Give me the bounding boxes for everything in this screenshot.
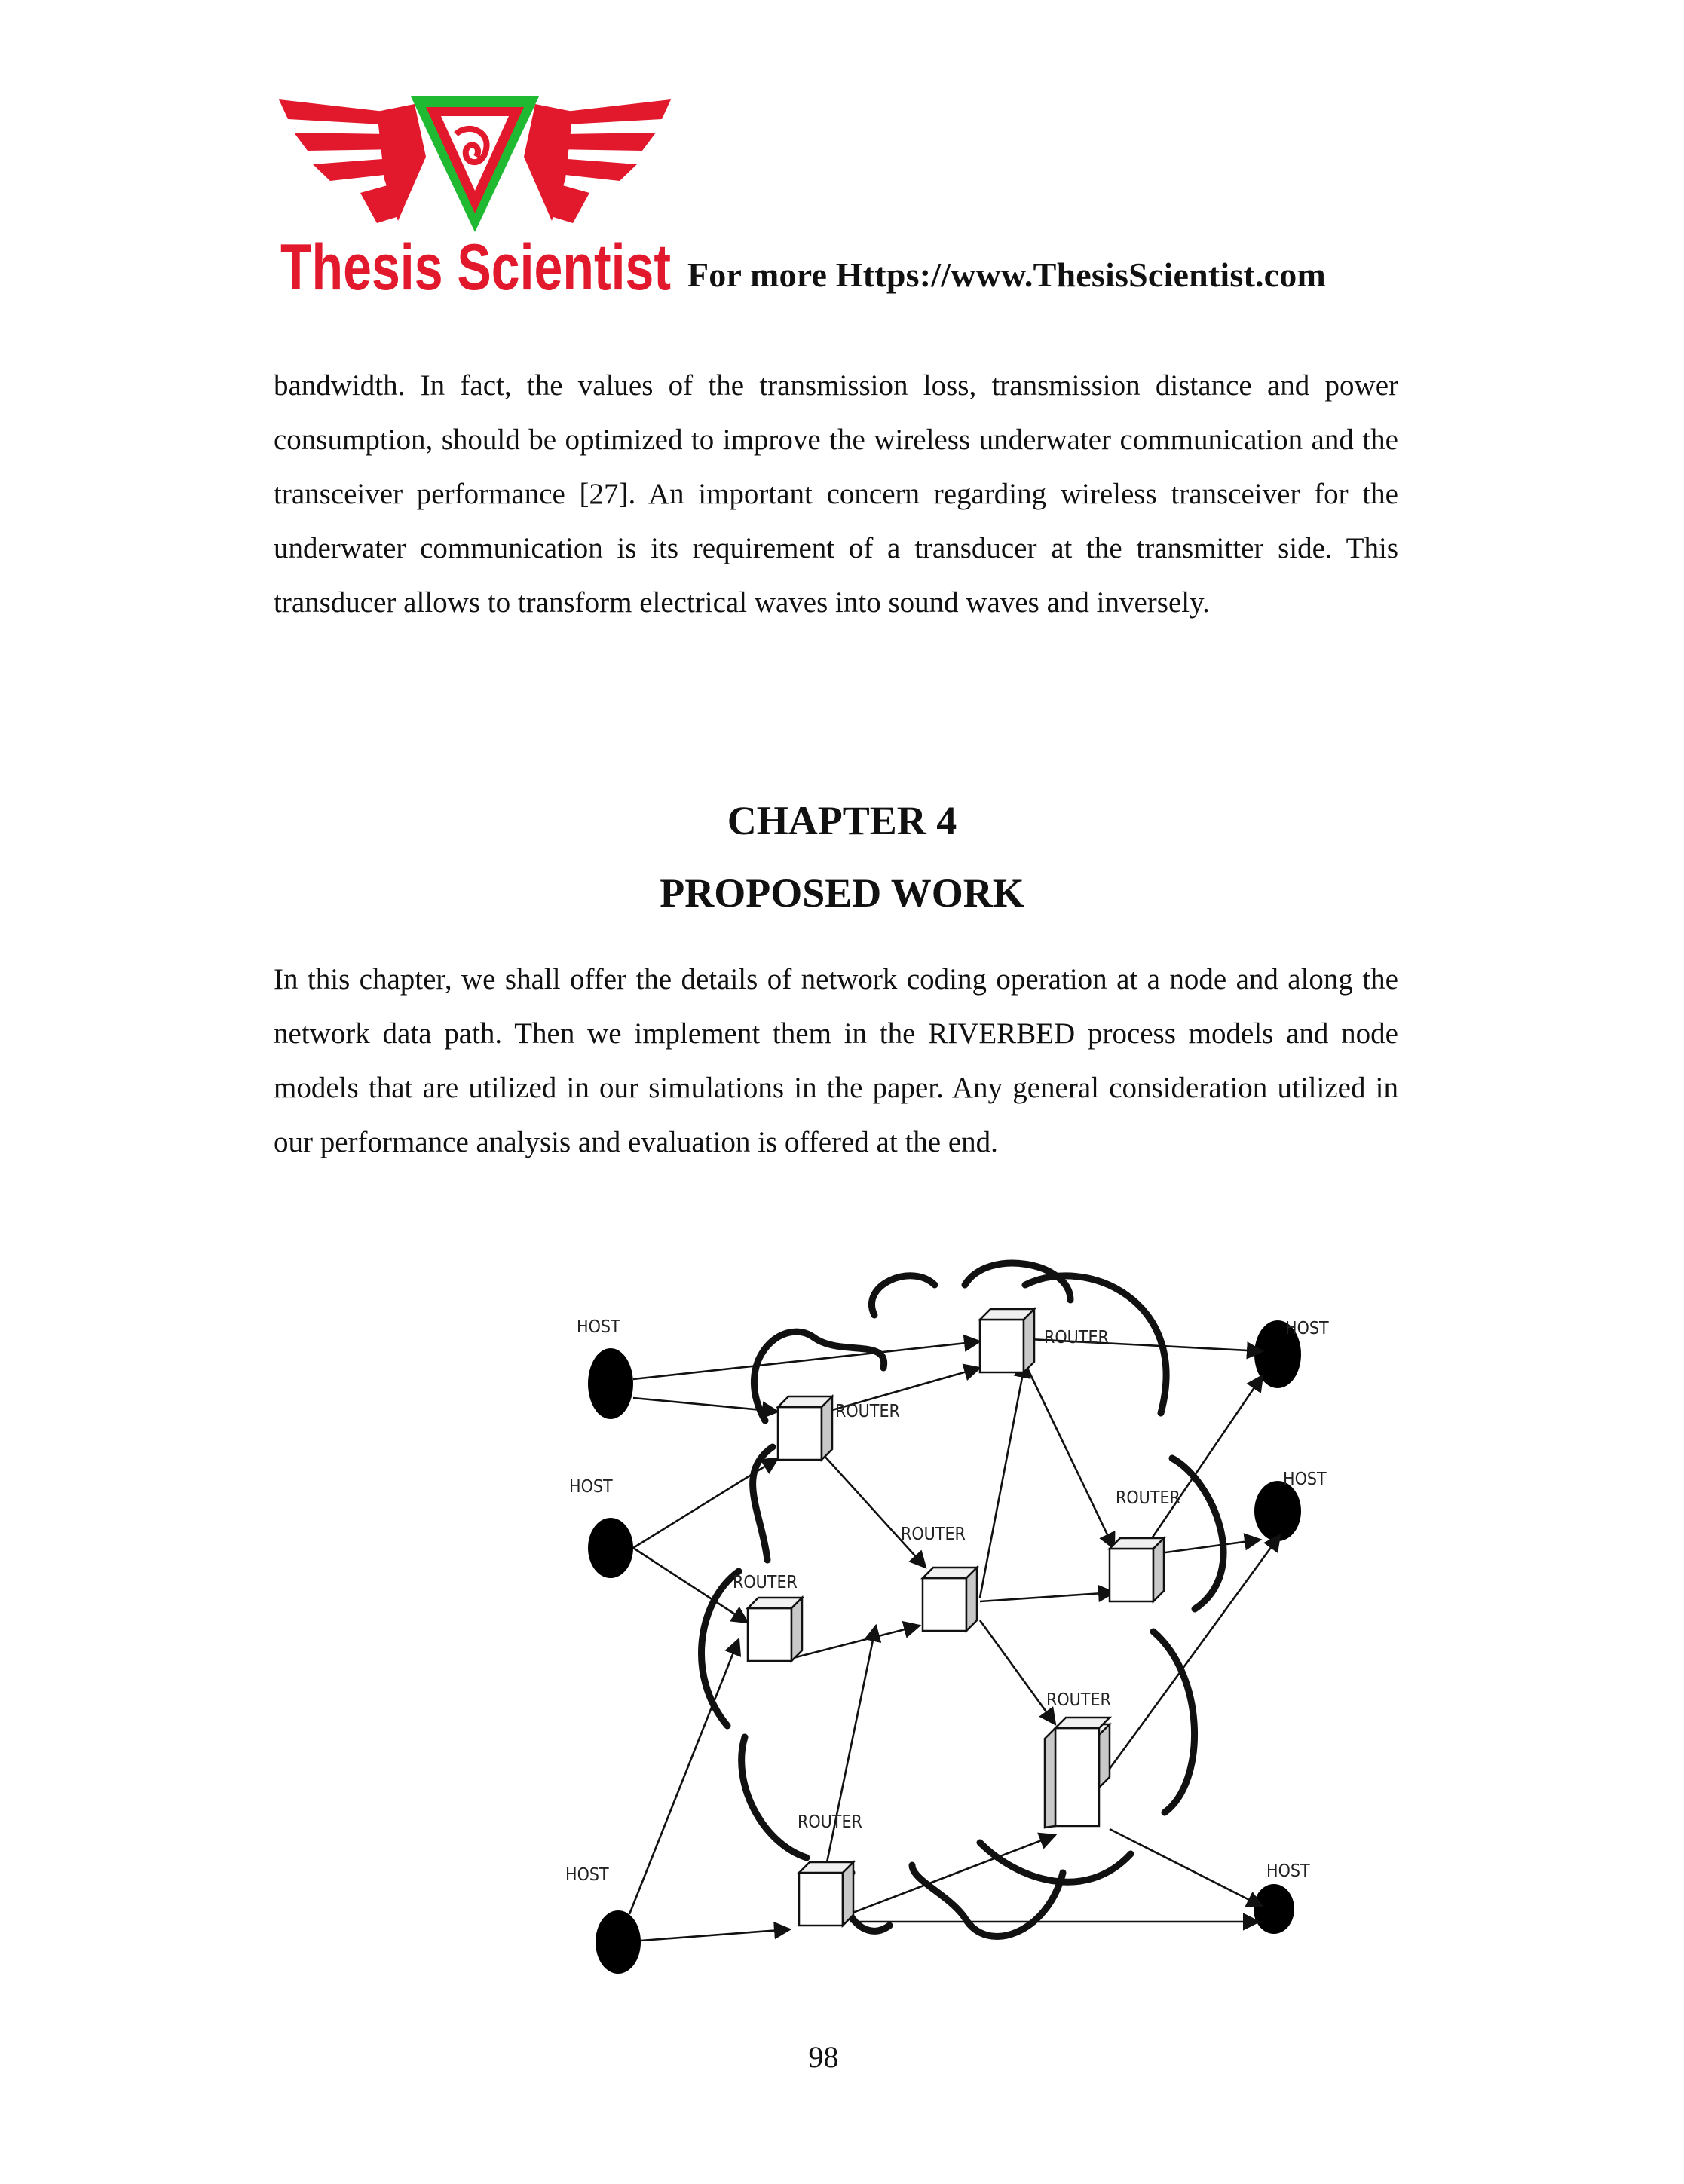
host-nodes bbox=[588, 1320, 1301, 1974]
network-diagram bbox=[558, 1255, 1342, 2016]
thesis-scientist-logo bbox=[271, 89, 678, 304]
host-node bbox=[1254, 1481, 1301, 1541]
network-links bbox=[629, 1339, 1280, 1941]
router-node bbox=[778, 1396, 832, 1460]
host-label: HOST bbox=[1266, 1861, 1310, 1881]
host-node bbox=[1254, 1884, 1294, 1934]
host-label: HOST bbox=[577, 1317, 620, 1337]
host-label: HOST bbox=[569, 1477, 613, 1497]
router-label: ROUTER bbox=[1116, 1488, 1180, 1508]
router-label: ROUTER bbox=[1044, 1328, 1109, 1347]
router-label: ROUTER bbox=[1046, 1690, 1111, 1710]
chapter-title: PROPOSED WORK bbox=[660, 870, 1024, 916]
router-node bbox=[980, 1309, 1034, 1372]
chapter-number: CHAPTER 4 bbox=[727, 798, 957, 843]
router-label: ROUTER bbox=[901, 1525, 966, 1544]
router-node bbox=[748, 1598, 802, 1661]
host-label: HOST bbox=[1285, 1319, 1329, 1338]
router-label: ROUTER bbox=[835, 1402, 900, 1421]
router-label: ROUTER bbox=[733, 1573, 798, 1592]
host-label: HOST bbox=[1283, 1470, 1327, 1489]
router-node bbox=[799, 1862, 853, 1926]
router-node bbox=[1110, 1538, 1164, 1601]
body-paragraph-2: In this chapter, we shall offer the details of network coding operation at a node and along the network data path. Then we implement them in the RIVERBED process models and node models that are utilized in our simulations in the paper. Any general consideration utilized in our performance analysis and evaluation is offered at the end. bbox=[274, 963, 1398, 1158]
router-label: ROUTER bbox=[798, 1812, 862, 1832]
host-node bbox=[596, 1910, 641, 1974]
page-number: 98 bbox=[808, 2040, 839, 2074]
logo-text: Thesis Scientist bbox=[280, 231, 671, 304]
host-node bbox=[588, 1348, 633, 1419]
website-link[interactable]: For more Https://www.ThesisScientist.com bbox=[687, 255, 1327, 294]
host-label: HOST bbox=[565, 1865, 609, 1885]
body-paragraph-1: bandwidth. In fact, the values of the transmission loss, transmission distance and power consumption, should be optimized to improve the wireless underwater communication and the transceiver performance [27]. An important concern regarding wireless transceiver for the underwater communication is its requirement of a transducer at the transmitter side. This transducer allows to transform electrical waves into sound waves and inversely. bbox=[274, 369, 1398, 619]
host-node bbox=[588, 1518, 633, 1578]
router-node bbox=[923, 1568, 977, 1631]
